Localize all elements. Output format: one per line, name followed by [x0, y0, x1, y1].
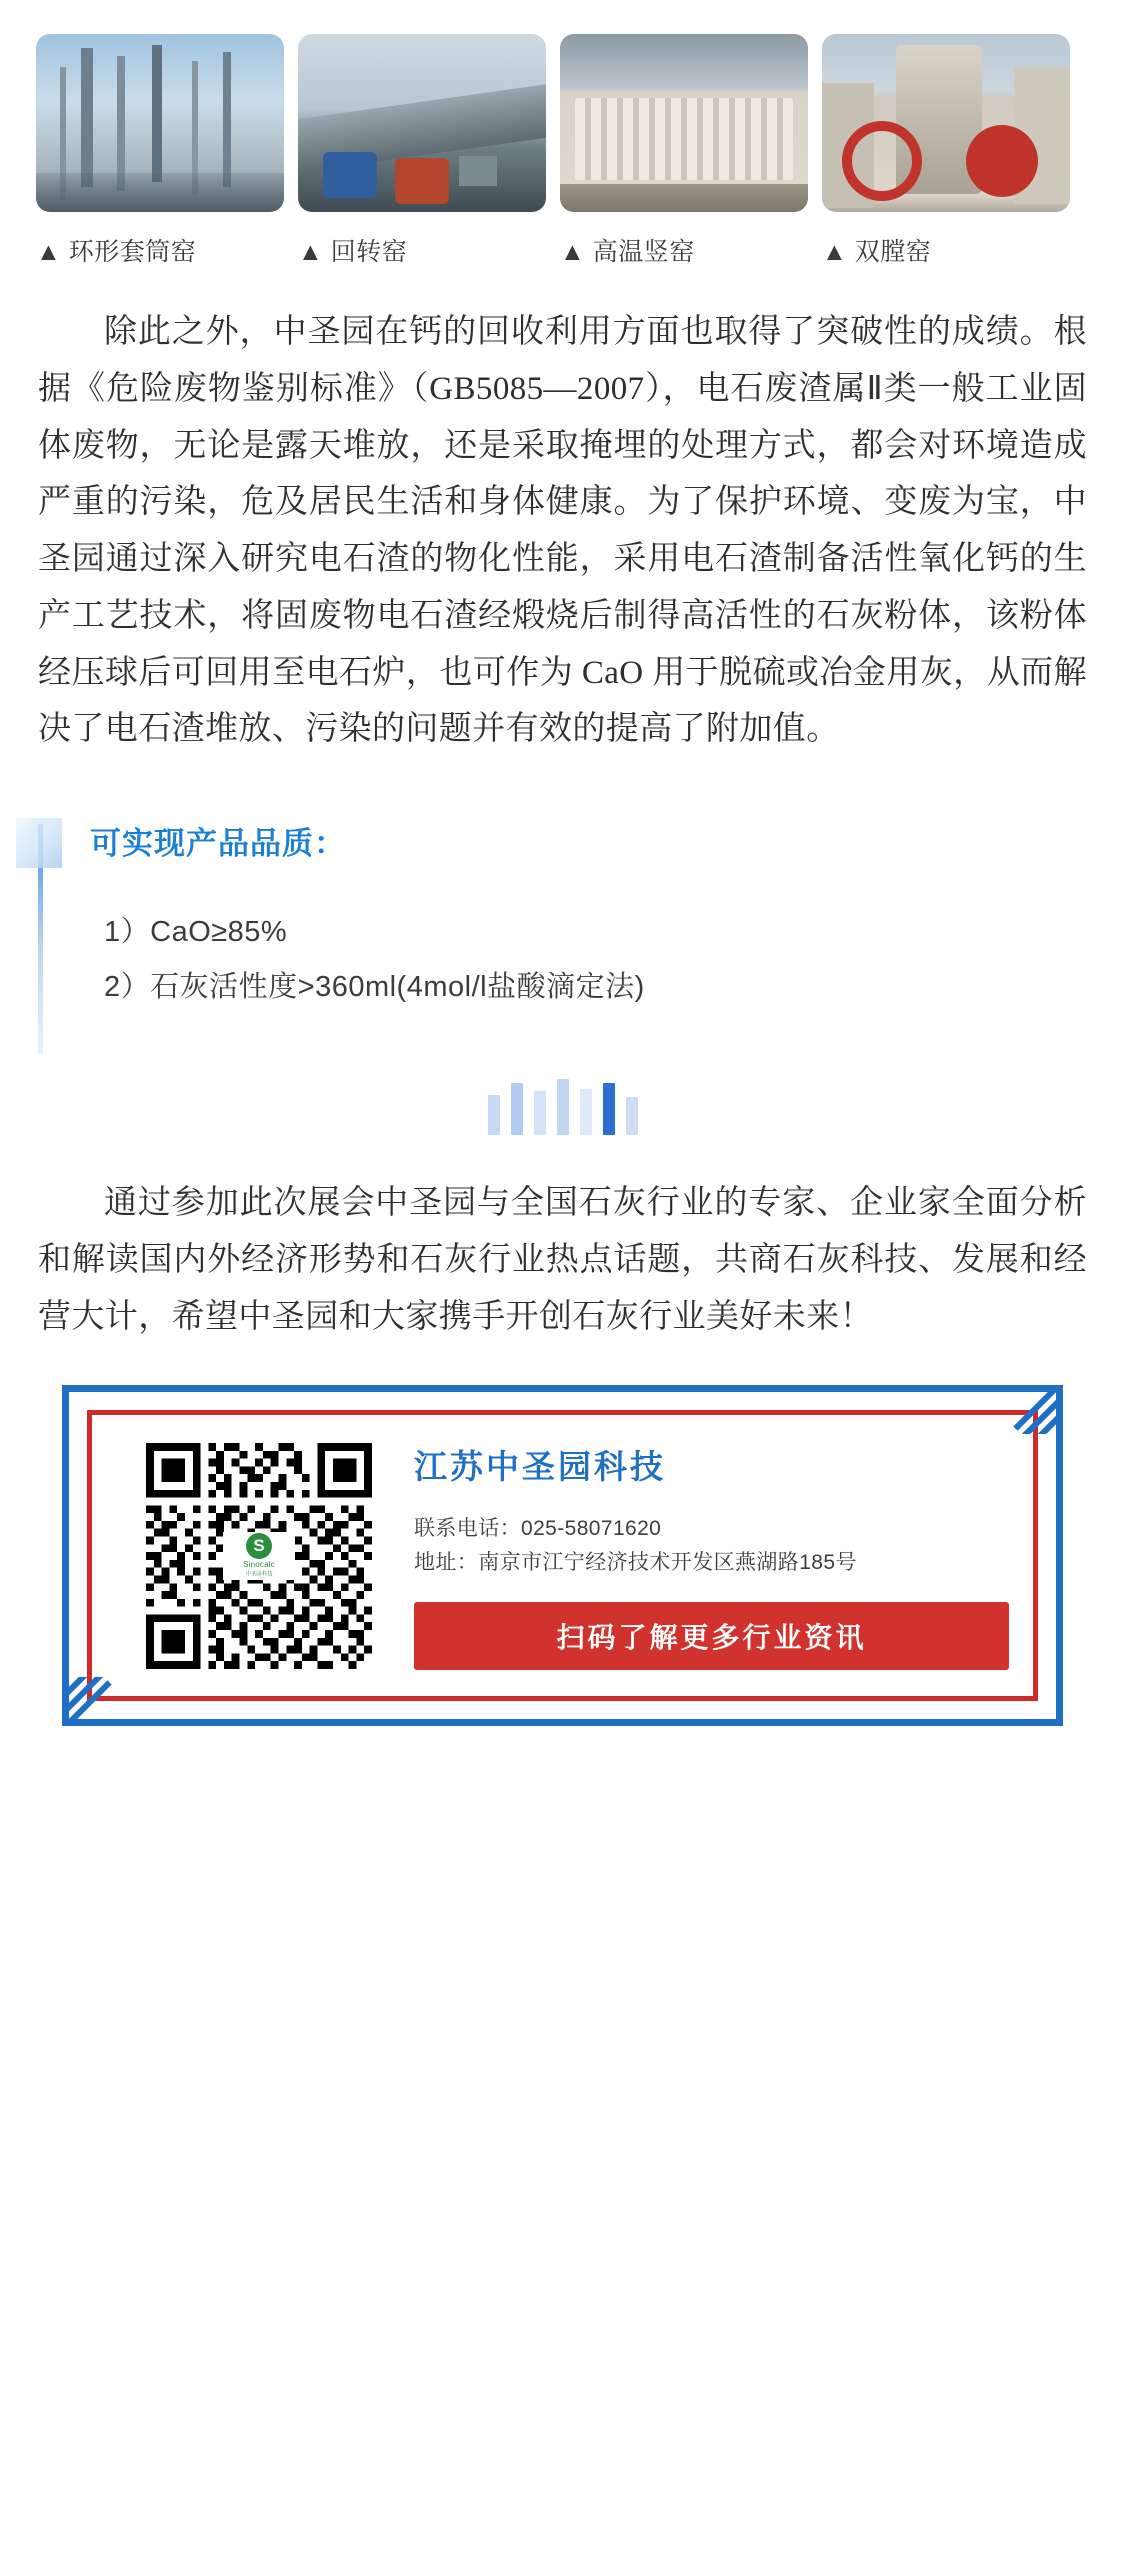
quality-list: [90, 905, 1087, 1015]
annular-shaft-kiln-photo: [36, 34, 284, 212]
kiln-card: [36, 34, 284, 268]
scan-cta-button[interactable]: 扫码了解更多行业资讯: [414, 1602, 1009, 1670]
footer-info: [372, 1441, 1009, 1670]
kiln-card: [298, 34, 546, 268]
kiln-caption: ▲ 双膛窑: [822, 238, 932, 266]
kiln-caption: ▲ 高温竖窑: [560, 238, 695, 266]
qr-code[interactable]: [146, 1443, 372, 1669]
closing-body: [0, 1135, 1125, 1345]
list-item: 1）CaO≥85%: [104, 916, 288, 948]
divider-bar: [603, 1083, 615, 1135]
corner-stripes-icon: [65, 1677, 135, 1723]
divider-bar: [626, 1097, 638, 1135]
vertical-kiln-photo: [560, 34, 808, 212]
divider-bar: [511, 1083, 523, 1135]
company-name: 江苏中圣园科技: [414, 1448, 666, 1486]
kiln-caption: ▲ 环形套筒窑: [36, 238, 197, 266]
kiln-image-strip: [0, 0, 1125, 268]
kiln-card: [822, 34, 1070, 268]
section-divider: [0, 1073, 1125, 1135]
closing-paragraph: 通过参加此次展会中圣园与全国石灰行业的专家、企业家全面分析和解读国内外经济形势和石灰行业热点话题，共商石灰科技、发展和经营大计，希望中圣园和大家携手开创石灰行业美好未来！: [38, 1185, 1087, 1335]
kiln-card: [560, 34, 808, 268]
rotary-kiln-photo: [298, 34, 546, 212]
corner-stripes-icon: [990, 1388, 1060, 1434]
quality-title: 可实现产品品质：: [90, 826, 346, 861]
twin-shaft-kiln-photo: [822, 34, 1070, 212]
logo-mark: S: [246, 1533, 272, 1559]
list-item: 2）石灰活性度>360ml(4mol/l盐酸滴定法): [104, 971, 645, 1004]
logo-name: Sinocalc: [243, 1560, 275, 1570]
divider-bar: [557, 1079, 569, 1135]
divider-bar: [488, 1095, 500, 1135]
divider-bar: [580, 1089, 592, 1135]
footer-contact-card: [62, 1385, 1063, 1726]
address-line: 地址：南京市江宁经济技术开发区燕湖路185号: [414, 1551, 857, 1575]
quality-section: [38, 818, 1087, 1015]
kiln-caption: ▲ 回转窑: [298, 238, 408, 266]
body-paragraph: 除此之外，中圣园在钙的回收利用方面也取得了突破性的成绩。根据《危险废物鉴别标准》（GB5085—2007），电石废渣属Ⅱ类一般工业固体废物，无论是露天堆放，还是采取掩埋的处理方式，都会对环境造成严重的污染，危及居民生活和身体健康。为了保护环境、变废为宝，中圣园通过深入研究电石渣的物化性能，采用电石渣制备活性氧化钙的生产工艺技术，将固废物电石渣经煅烧后制得高活性的石灰粉体，该粉体经压球后可回用至电石炉，也可作为 CaO 用于脱硫或冶金用灰，从而解决了电石渣堆放、污染的问题并有效的提高了附加值。: [38, 314, 1087, 748]
qr-center-logo: [223, 1532, 295, 1580]
phone-line: 联系电话：025-58071620: [414, 1517, 662, 1541]
footer-inner-frame: [87, 1410, 1038, 1701]
article-body: [0, 268, 1125, 758]
logo-subname: 中圣园科技: [245, 1572, 273, 1579]
accent-square-icon: [16, 818, 62, 868]
divider-bar: [534, 1091, 546, 1135]
